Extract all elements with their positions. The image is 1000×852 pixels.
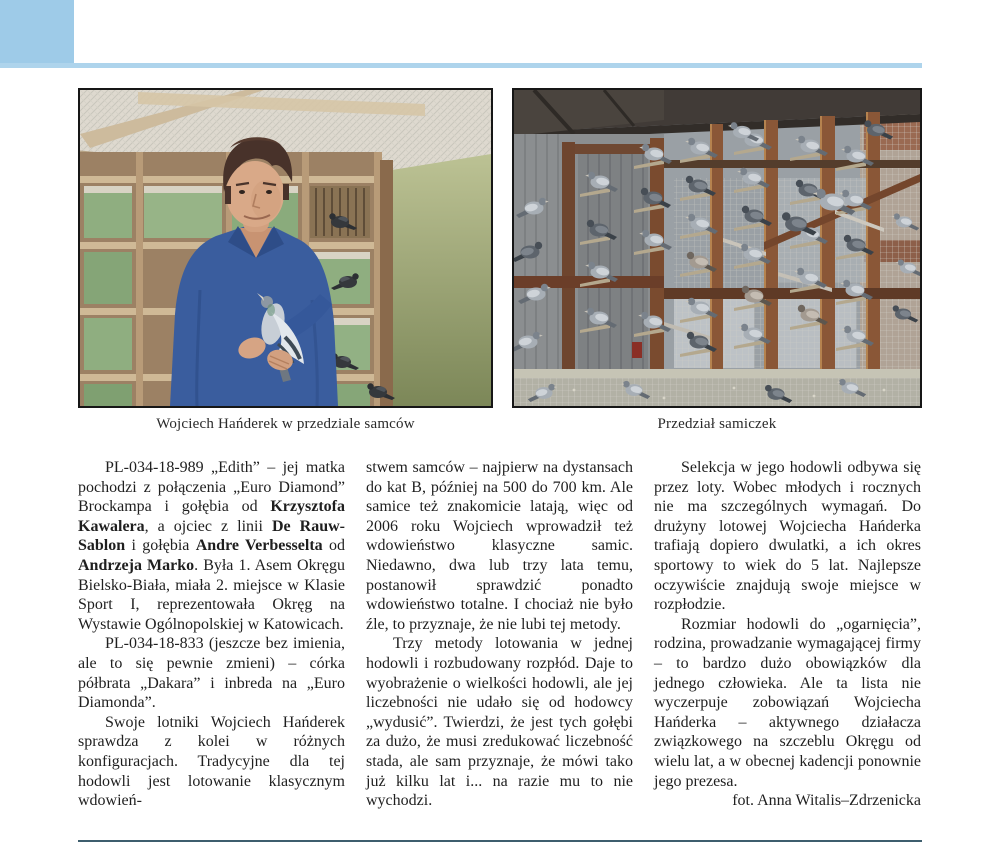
paragraph: Selekcja w jego hodowli odbywa się przez loty. Wobec młodych i rocznych nie ma szczególnych wymagań. Do drużyny lotowej Wojciecha Hańderka trafiają dopiero dwulatki, a ich okres sportowy to wiek do 5 lat. Najlepsze oczywiście znajdują swoje miejsce w rozpłodzie. xyxy=(654,459,921,614)
photo-caption-right: Przedział samiczek xyxy=(657,416,777,432)
page-corner-accent xyxy=(0,0,74,63)
photo-row xyxy=(78,88,922,408)
article-column-3 xyxy=(654,458,921,811)
photo-caption-left: Wojciech Hańderek w przedziale samców xyxy=(156,416,415,432)
photo-man-in-loft-illustration xyxy=(80,90,491,406)
paragraph: Rozmiar hodowli do „ogarnięcia”, rodzina, prowadzanie wymagającej firmy – to bardzo dużo obowiązków dla jednego człowieka. Ale ta lista nie wyczerpuje zobowiązań Wojciecha Hańderka – aktywnego działacza związkowego na szczeblu Okręgu od wielu lat, a w obecnej kadencji ponownie jego prezesa. xyxy=(654,615,921,790)
article-body xyxy=(78,458,922,811)
paragraph: Trzy metody lotowania w jednej hodowli i rozbudowany rozpłód. Daje to wyobrażenie o wielkości hodowli, ale jej liczebności nie udało się od hodowcy „wydusić”. Twierdzi, że jest tych gołębi za dużo, że musi zredukować liczebność stada, ale sam przyznaje, że mówi tako już kilku lat i... na razie mu to nie wychodzi. xyxy=(366,635,633,810)
bottom-rule xyxy=(78,840,922,842)
top-accent-rule xyxy=(0,63,922,68)
caption-row xyxy=(78,416,922,433)
article-column-1 xyxy=(78,458,345,811)
photo-man-in-loft xyxy=(78,88,493,408)
paragraph: stwem samców – najpierw na dystansach do kat B, później na 500 do 700 km. Ale samice też znakomicie latają, więc od 2006 roku Wojciech wprowadził też wdowieństwo klasyczne samic. Niedawno, dwa lub trzy lata temu, postanowił sprawdzić ponadto wdowieństwo totalne. I chociaż nie było źle, to przyznaje, że nie lubi tej metody. xyxy=(366,459,633,633)
paragraph: PL-034-18-989 „Edith” – jej matka pochodzi z połączenia „Euro Diamond” Brockampa i gołębia od Krzysztofa Kawalera, a ojciec z linii De Rauw-Sablon i gołębia Andre Verbesselta od Andrzeja Marko. Była 1. Asem Okręgu Bielsko-Biała, miała 2. miejsce w Klasie Sport I, reprezentowała Okręg na Wystawie Ogólnopolskiej w Katowicach. xyxy=(78,459,345,633)
article-column-2 xyxy=(366,458,633,811)
photo-pigeon-aviary xyxy=(512,88,922,408)
photo-credit: fot. Anna Witalis–Zdrzenicka xyxy=(732,792,921,810)
paragraph: PL-034-18-833 (jeszcze bez imienia, ale to się pewnie zmieni) – córka półbrata „Dakara” i inbreda na „Euro Diamonda”. xyxy=(78,635,345,712)
paragraph: Swoje lotniki Wojciech Hańderek sprawdza z kolei w różnych konfiguracjach. Tradycyjne dla tej hodowli jest lotowanie klasycznym wdowień- xyxy=(78,713,345,810)
photo-pigeon-aviary-illustration xyxy=(514,90,920,406)
